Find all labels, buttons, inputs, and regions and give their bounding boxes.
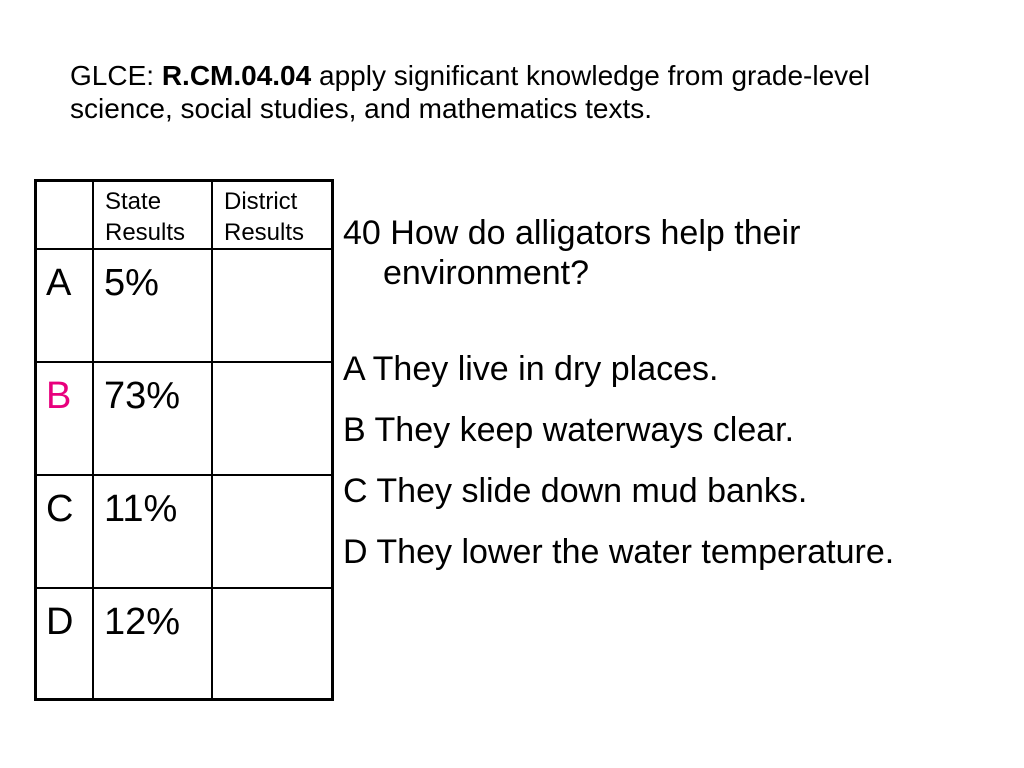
glce-header-line-1	[70, 59, 870, 92]
glce-prefix: GLCE:	[70, 60, 155, 91]
table-row	[37, 363, 331, 476]
option-a	[343, 349, 894, 389]
choice-cell: C	[37, 476, 94, 587]
results-table	[34, 179, 334, 701]
option-letter: A	[343, 350, 364, 388]
district-result-cell	[213, 250, 331, 361]
option-text: They slide down mud banks.	[376, 472, 808, 510]
choice-cell: D	[37, 589, 94, 698]
state-results-header: State Results	[105, 188, 186, 246]
option-letter: C	[343, 472, 368, 510]
option-letter: D	[343, 533, 368, 571]
answer-options	[343, 349, 894, 593]
option-text: They live in dry places.	[372, 350, 719, 388]
choice-cell: B	[37, 363, 94, 474]
option-d	[343, 532, 894, 572]
district-result-cell	[213, 589, 331, 698]
district-results-header: District Results	[224, 188, 305, 246]
option-text: They keep waterways clear.	[374, 411, 795, 449]
table-row	[37, 250, 331, 363]
state-result-cell: 73%	[94, 363, 213, 474]
state-result-cell: 5%	[94, 250, 213, 361]
district-result-cell	[213, 363, 331, 474]
table-header-row	[37, 182, 331, 250]
glce-description-end: science, social studies, and mathematics texts.	[70, 93, 653, 124]
table-header-cell-state	[94, 182, 213, 248]
question-text: How do alligators help their environment?	[383, 214, 801, 292]
state-result-cell: 12%	[94, 589, 213, 698]
table-row	[37, 589, 331, 698]
option-letter: B	[343, 411, 366, 449]
question-prompt	[343, 213, 843, 293]
table-row	[37, 476, 331, 589]
question-number: 40	[343, 214, 381, 252]
glce-code: R.CM.04.04	[161, 60, 312, 91]
choice-cell: A	[37, 250, 94, 361]
table-header-cell-district	[213, 182, 331, 248]
district-result-cell	[213, 476, 331, 587]
state-result-cell: 11%	[94, 476, 213, 587]
glce-header	[70, 59, 870, 125]
option-b	[343, 410, 894, 450]
option-c	[343, 471, 894, 511]
option-text: They lower the water temperature.	[376, 533, 895, 571]
glce-description-start: apply significant knowledge from grade-level	[319, 60, 870, 91]
table-header-cell-choice	[37, 182, 94, 248]
